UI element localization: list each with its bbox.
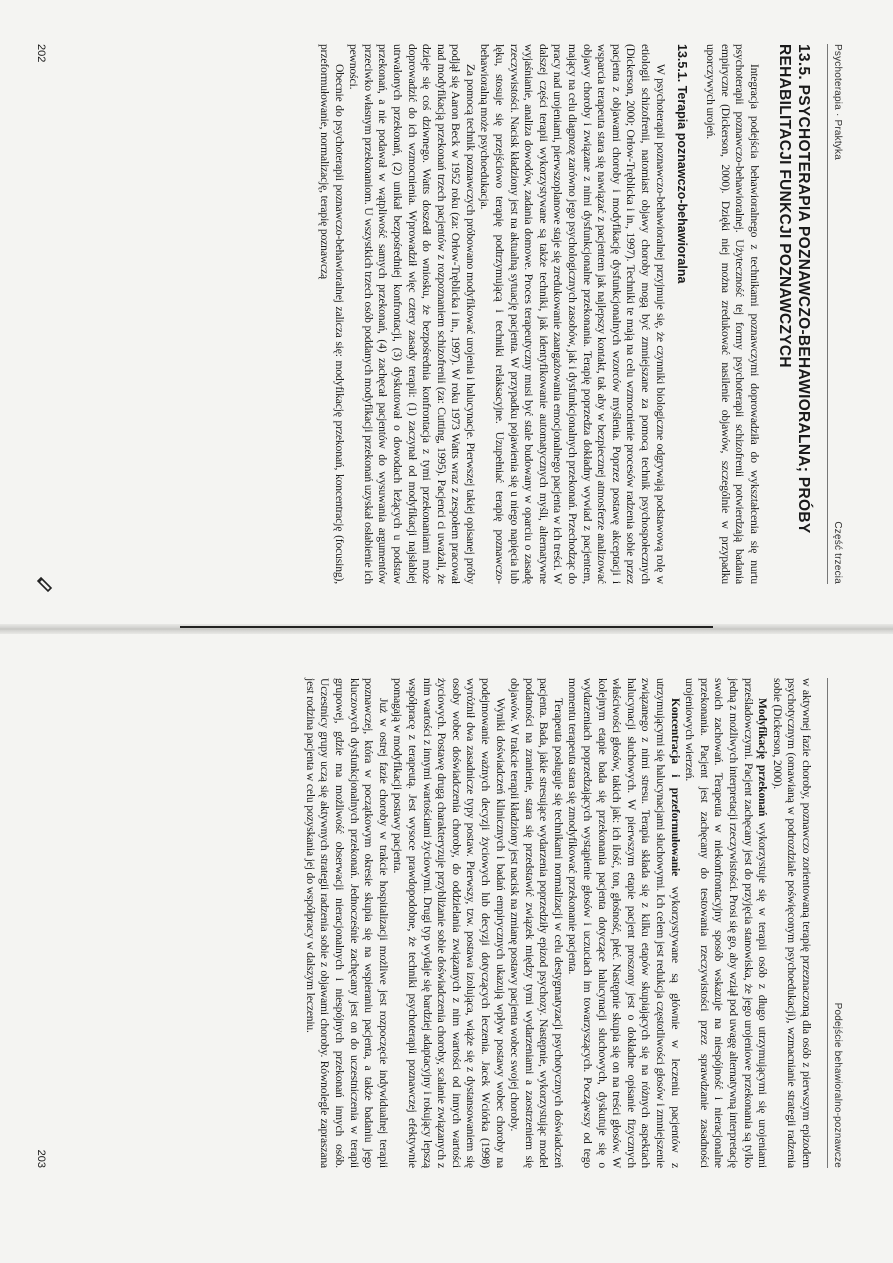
paragraph-text: Już w ostrej fazie choroby w trakcie hospitalizacji możliwe jest rozpoczęcie indywidualnej terapii poznawczej, która w początkowym okresie skupia się na wspieraniu pacjenta, a także badaniu jego kluczowych dysfunkcjonalnych przekonań. Jednocześnie zachęcany jest on do uczestniczenia w terapii grupowej, gdzie ma możliwość obserwacji nieracjonalnych i niespójnych przekonań innych osób. Uczestnicy grupy uczą się aktywnych strategii radzenia sobie z objawami choroby. Równolegle zapraszana jest rodzina pacjenta w celu pozyskania jej do współpracy w dalszym leczeniu. [303, 678, 390, 1168]
body-paragraph [682, 678, 770, 1168]
paragraph-lead: Modyfikację przekonań [756, 698, 770, 817]
pencil-mark-icon [37, 576, 55, 594]
body-paragraph [507, 678, 565, 1168]
section-title: 13.5.1. Terapia poznawczo-behawioralna [674, 44, 689, 284]
page-203 [35, 652, 843, 1192]
body-paragraph [769, 678, 813, 1168]
page-body [302, 678, 813, 1168]
paragraph-text: w aktywnej fazie choroby, poznawczo zorientowaną terapię przeznaczoną dla osób z pierwszym epizodem psychotycznym (omawianą w podrozdziale poświęconym psychoedukacji), wzmacnianie strategii radzenia sobie (Dickerson, 2000). [770, 678, 813, 1168]
page-number: 202 [35, 44, 47, 63]
running-head-right: Podejście behawioralno-poznawcze [832, 1002, 843, 1168]
body-paragraph [302, 678, 390, 1168]
body-paragraph [390, 678, 507, 1168]
paragraph-text: Wyniki doświadczeń klinicznych i badań empirycznych ukazują wpływ postawy wobec choroby na podejmowanie ważnych decyzji życiowych lub decyzji dotyczących leczenia. Jacek Wciórka (1998) wyróżnił dwa zasadnicze typy postaw. Pierwszy, tzw. postawa izolująca, wiąże się z dystansowaniem się osoby wobec doświadczenia choroby, do oddzielania związanych z nim wartości od innych wartości życiowych. Postawę drugą charakteryzuje przybliżanie sobie doświadczenia choroby, scalanie związanych z nim wartości z innymi wartościami życiowymi. Drugi typ wydaje się bardziej adaptacyjny i rokujący lepszą współpracę z terapeutą. Jest wysoce prawdopodobne, że techniki psychoterapii poznawczej efektywnie pomagają w modyfikacji postawy pacjenta. [391, 678, 507, 1168]
paragraph-text: wykorzystywane są głównie w leczeniu pacjentów z utrzymującymi się halucynacjami słuchowymi. Ich celem jest redukcja częstotliwości głosów i zmniejszenie związanego z nimi stresu. Terapia składa się z kilku etapów skupiających się na różnych aspektach halucynacji słuchowych. W pierwszym etapie pacjent proszony jest o dokładne opisanie fizycznych właściwości głosów, takich jak: ich ilość, ton, głośność, płeć. Następnie skupia się on na treści głosów. W kolejnym etapie bada się przekonania pacjenta dotyczące halucynacji słuchowych, dyskutuje się o wydarzeniach poprzedzających wystąpienie głosów i uczuciach im towarzyszących. Począwszy od tego momentu terapeuta stara się zmodyfikować przekonanie pacjenta. [566, 678, 682, 1168]
page-divider-line [180, 626, 713, 628]
body-paragraph: W psychoterapii poznawczo-behawioralnej przyjmuje się, że czynniki biologiczne odgrywają podstawową rolę w etiologii schizofrenii, natomiast objawy choroby mogą być zmniejszane za pomocą technik psychospołecznych (Dickerson, 2000; Orłow-Tręblicka i in., 1997). Techniki te mają na celu wzmocnienie procesów radzenia sobie przez pacjenta z objawami choroby i modyfikację dysfunkcjonalnych wzorców myślenia. Poprzez postawę akceptacji i wsparcia terapeuta stara się nawiązać z pacjentem jak najlepszy kontakt, tak aby w bezpiecznej atmosferze analizować objawy choroby i związane z nimi dysfunkcjonalne przekonania. Terapię poprzedza dokładny wywiad z pacjentem, mający na celu diagnozę zarówno jego psychologicznych zasobów, jak i dysfunkcjonalnych przekonań. Przechodząc do pracy nad urojeniami, pierwszoplanowe staje się zredukowanie zaangażowania emocjonalnego pacjenta w ich treści. W dalszej części terapii wykorzystywane są także techniki, jak identyfikowanie automatycznych myśli, alternatywne wyjaśnianie, analiza dowodów, zadania domowe. Proces terapeutyczny musi być stale budowany w oparciu o zasadę rzeczywistości. Nacisk kładziony jest na aktualną sytuację pacjenta. W przypadku pojawienia się u niego napięcia lub lęku, stosuje się przejściowo terapię podtrzymującą i techniki relaksacyjne. Uzupełniać terapię poznawczo-behawioralną może psychoedukacja. [478, 44, 667, 584]
running-head [827, 44, 843, 584]
running-head-left: Psychoterapia · Praktyka [832, 44, 843, 160]
running-head-right: Część trzecia [832, 521, 843, 584]
paragraph-text: wykorzystuje się w terapii osób z długo utrzymującymi się urojeniami prześladowczymi. Pacjent zachęcany jest do przyjęcia stanowiska, że jego urojeniowe przekonania są tylko jedną z możliwych interpretacji rzeczywistości. Prosi się go, aby wziął pod uwagę alternatywną interpretację swoich zachowań. Terapeuta w niekonfrontacyjny sposób wskazuje na niespójność i nieracjonalne przekonania. Pacjent jest zachęcany do testowania rzeczywistości przez sprawdzanie zasadności urojeniowych wierzeń. [683, 678, 770, 1168]
page-number: 203 [35, 1149, 47, 1168]
page-202 [35, 18, 843, 608]
intro-paragraph: Integracja podejścia behawioralnego z technikami poznawczymi doprowadziła do wykształcenia się nurtu psychoterapii poznawczo-behawioralnej. Użyteczność tej formy psychoterapii schizofrenii potwierdzają badania empiryczne (Dickerson, 2000). Dzięki niej można zredukować nasilenie objawów, szczególnie w przypadku uporczywych urojeń. [704, 44, 761, 584]
body-paragraph: Obecnie do psychoterapii poznawczo-behawioralnej zalicza się: modyfikację przekonań, koncentrację (focusing), przeformułowanie, normalizację, terapię poznawczą [317, 44, 346, 584]
paragraph-lead: Koncentracja i przeformułowanie [668, 698, 682, 877]
body-paragraph: Za pomocą technik poznawczych próbowano modyfikować urojenia i halucynacje. Pierwszej takiej opisanej próby podjął się Aaron Beck w 1952 roku (za: Orłow-Tręblicka i in., 1997). W roku 1973 Watts wraz z zespołem pracował nad modyfikacją przekonań trzech pacjentów z rozpoznaniem schizofrenii (za: Cutting, 1995). Pacjenci ci uważali, że dzieje się coś dziwnego. Watts doszedł do wniosku, że bezpośrednia konfrontacja z tymi przekonaniami może doprowadzić do ich wzmocnienia. Wprowadził więc cztery zasady terapii: (1) zaczynał od modyfikacji najsłabiej utrwalonych przekonań, (2) unikał bezpośredniej konfrontacji, (3) dyskutował o dowodach leżących u podstaw przekonań, a nie podawał w wątpliwość samych przekonań, (4) zachęcał pacjentów do wysuwania argumentów przeciwko własnym przekonaniom. U wszystkich trzech osób poddanych modyfikacji przekonań uzyskał osłabienie ich pewności. [347, 44, 477, 584]
body-paragraph [565, 678, 682, 1168]
running-head [827, 678, 843, 1168]
chapter-title: 13.5. PSYCHOTERAPIA POZNAWCZO-BEHAWIORALNA; PRÓBY REHABILITACJI FUNKCJI POZNAWCZYCH [776, 44, 812, 534]
paragraph-text: Terapeuta posługuje się technikami normalizacji w celu destygmatyzacji psychotycznych doświadczeń pacjenta. Bada, jakie stresujące wydarzenia poprzedziły epizod psychozy. Następnie, wykorzystując model podatności na zranienie, stara się przedstawić związek między tymi wydarzeniami a zaostrzeniem się objawów. W trakcie terapii kładziony jest nacisk na zmianę postawy pacjenta wobec swojej choroby. [508, 678, 565, 1168]
